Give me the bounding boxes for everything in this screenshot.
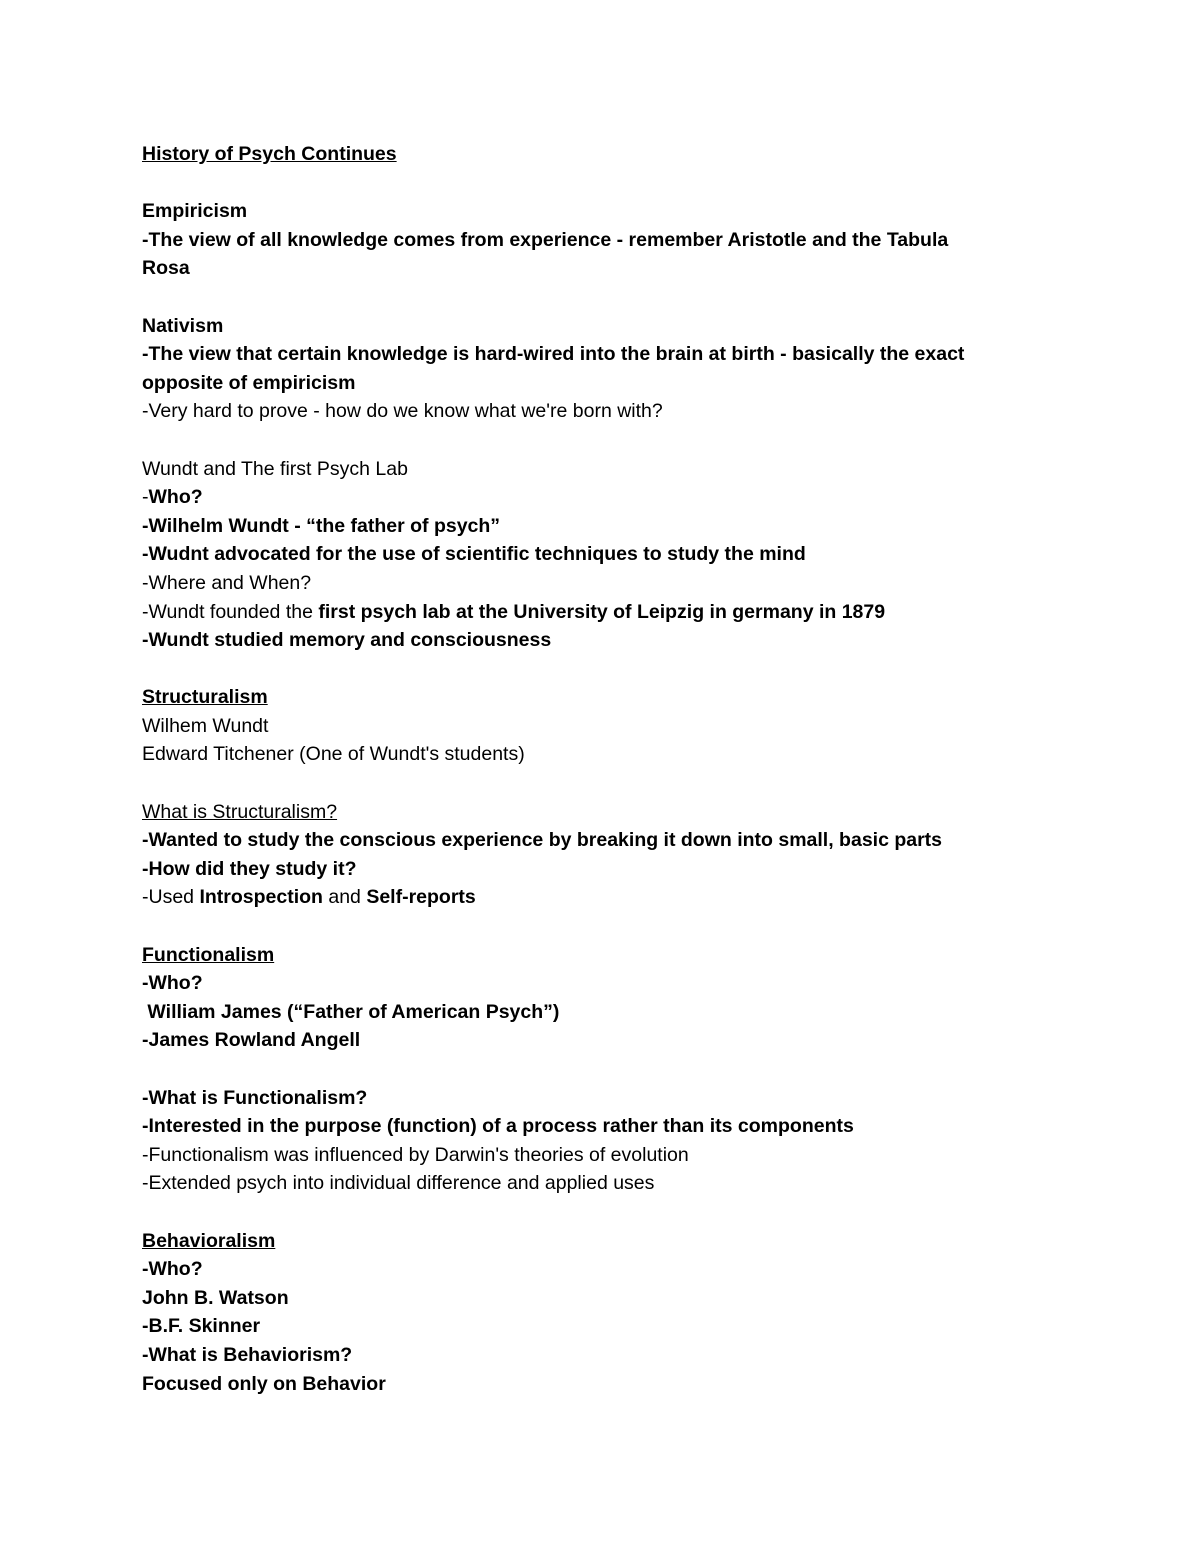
functionalism-question: -What is Functionalism? <box>142 1086 368 1109</box>
structuralism-used-plain-1: -Used <box>142 886 200 909</box>
empiricism-definition-line-1: -The view of all knowledge comes from experience - remember Aristotle and the Tabula <box>142 228 949 251</box>
functionalism-interested: -Interested in the purpose (function) of a process rather than its components <box>142 1115 854 1138</box>
functionalism-person-2: -James Rowland Angell <box>142 1029 361 1052</box>
spacer <box>142 426 1072 455</box>
wundt-where: -Where and When? <box>142 571 312 594</box>
spacer <box>142 1055 1072 1084</box>
empiricism-heading: Empiricism <box>142 200 248 223</box>
wundt-heading: Wundt and The first Psych Lab <box>142 457 408 480</box>
functionalism-darwin: -Functionalism was influenced by Darwin's theories of evolution <box>142 1143 689 1166</box>
nativism-definition-line-2: opposite of empiricism <box>142 371 356 394</box>
spacer <box>142 769 1072 798</box>
wundt-founded-plain: -Wundt founded the <box>142 600 319 623</box>
functionalism-who: -Who? <box>142 972 203 995</box>
behavioralism-heading: Behavioralism <box>142 1229 276 1252</box>
functionalism-person-1: William James (“Father of American Psych”) <box>142 1000 560 1023</box>
wundt-founded-bold: first psych lab at the University of Leipzig in germany in 1879 <box>318 600 886 623</box>
behavioralism-person-2: -B.F. Skinner <box>142 1315 261 1338</box>
spacer <box>142 169 1072 198</box>
structuralism-wanted: -Wanted to study the conscious experience by breaking it down into small, basic parts <box>142 829 943 852</box>
page-title: History of Psych Continues <box>142 143 397 165</box>
functionalism-extended: -Extended psych into individual difference and applied uses <box>142 1172 655 1195</box>
structuralism-heading: Structuralism <box>142 686 268 709</box>
wundt-who-label: Who? <box>148 486 203 509</box>
wundt-studied: -Wundt studied memory and consciousness <box>142 629 552 652</box>
structuralism-used <box>142 883 1072 912</box>
wundt-who-prefix: - <box>142 486 149 509</box>
structuralism-used-plain-2: and <box>322 886 367 909</box>
wundt-founded <box>142 598 1072 627</box>
document-page <box>142 140 1072 1398</box>
wundt-who <box>142 483 1072 512</box>
nativism-definition-line-1: -The view that certain knowledge is hard-wired into the brain at birth - basically the exact <box>142 343 965 366</box>
structuralism-how: -How did they study it? <box>142 857 357 880</box>
empiricism-definition-line-2: Rosa <box>142 257 190 280</box>
spacer <box>142 912 1072 941</box>
behavioralism-question: -What is Behaviorism? <box>142 1343 353 1366</box>
behavioralism-who: -Who? <box>142 1258 203 1281</box>
behavioralism-person-1: John B. Watson <box>142 1286 289 1309</box>
wundt-name: -Wilhelm Wundt - “the father of psych” <box>142 514 501 537</box>
functionalism-heading: Functionalism <box>142 943 275 966</box>
wundt-advocated: -Wudnt advocated for the use of scientific techniques to study the mind <box>142 543 806 566</box>
structuralism-used-bold-1: Introspection <box>199 886 323 909</box>
spacer <box>142 283 1072 312</box>
structuralism-used-bold-2: Self-reports <box>366 886 476 909</box>
spacer <box>142 655 1072 684</box>
spacer <box>142 1198 1072 1227</box>
nativism-heading: Nativism <box>142 314 224 337</box>
structuralism-person-2: Edward Titchener (One of Wundt's students) <box>142 743 525 766</box>
structuralism-question: What is Structuralism? <box>142 800 338 823</box>
structuralism-person-1: Wilhem Wundt <box>142 714 269 737</box>
nativism-note: -Very hard to prove - how do we know what we're born with? <box>142 400 663 423</box>
behavioralism-focus: Focused only on Behavior <box>142 1372 386 1395</box>
